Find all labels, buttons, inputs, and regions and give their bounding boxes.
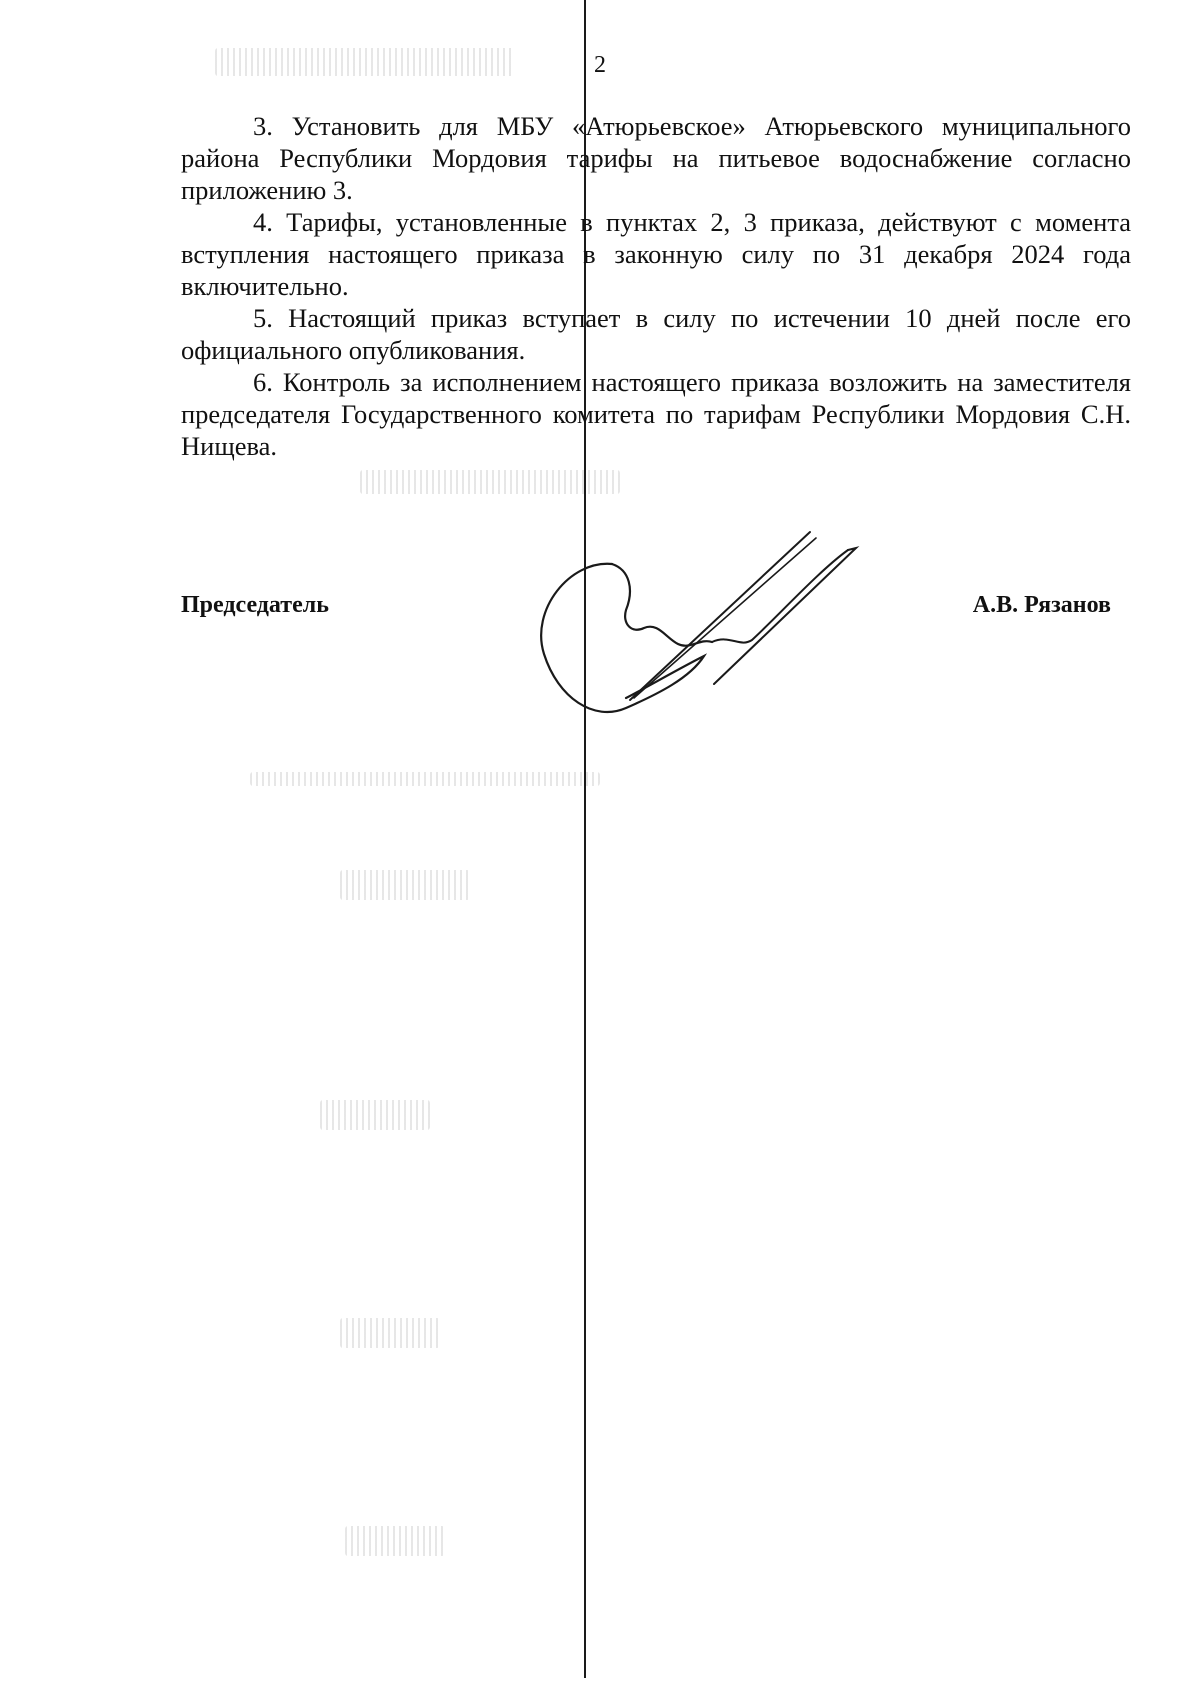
handwritten-signature-icon xyxy=(530,530,860,720)
paragraph-6: 6. Контроль за исполнением настоящего приказа возложить на заместителя председателя Государственного комитета по тарифам Республики Мордовия С.Н. Нищева. xyxy=(181,367,1131,461)
page-number: 2 xyxy=(594,52,606,78)
paragraph-5: 5. Настоящий приказ вступает в силу по истечении 10 дней после его официального опубликования. xyxy=(181,303,1131,365)
scan-noise xyxy=(250,772,600,786)
scan-noise xyxy=(320,1100,430,1130)
signatory-name: А.В. Рязанов xyxy=(972,592,1111,618)
paragraph-3: 3. Установить для МБУ «Атюрьевское» Атюрьевского муниципального района Республики Мордовия тарифы на питьевое водоснабжение согласно приложению 3. xyxy=(181,111,1131,205)
signatory-role: Председатель xyxy=(181,592,329,618)
scan-noise xyxy=(340,1318,440,1348)
scan-noise xyxy=(360,470,620,494)
document-body xyxy=(181,110,1131,462)
scan-noise xyxy=(345,1526,445,1556)
scan-noise xyxy=(340,870,470,900)
paragraph-4: 4. Тарифы, установленные в пунктах 2, 3 приказа, действуют с момента вступления настоящего приказа в законную силу по 31 декабря 2024 года включительно. xyxy=(181,207,1131,301)
